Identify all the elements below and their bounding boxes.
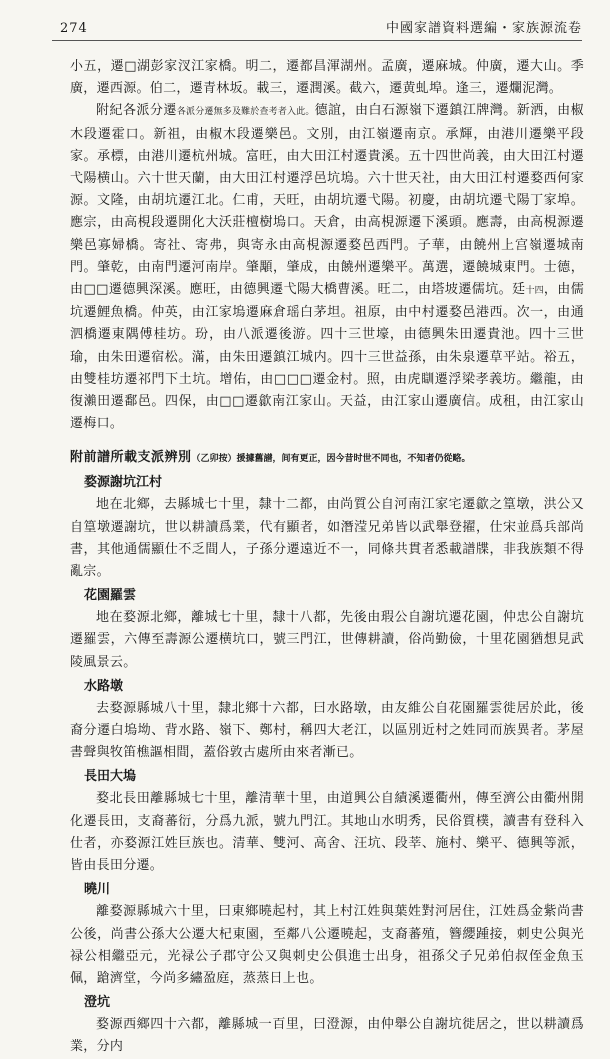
entry-2 xyxy=(70,585,584,674)
branch-list-text-continued: ，由儒坑遷鯉魚橋。仲英，由江家塢遷麻倉瑶白茅坦。祖原，由中村遷婺邑港西。次一，由通泗橋遷東隅傅桂坊。玢，由八派遷後游。四十三世壕，由德興朱田遷貴池。四十三世瑜，由朱田遷宿松。滿，由朱田遷鎮江城内。四十三世益孫，由朱泉遷草平站。裕五，由雙桂坊遷祁門下土坑。增佑，由□□□遷金村。照，由虎瞓遷浮梁孝義坊。繼龍，由復瀨田遷鄱邑。四保，由□□遷歙南江家山。天益，由江家山遷廣信。成租，由江家山遷梅口。 xyxy=(70,282,584,432)
entry-6 xyxy=(70,992,584,1058)
entry-name: 澄坑 xyxy=(84,995,111,1011)
branch-list-lead-note: 各派分遷無多及難於查考者入此。 xyxy=(176,107,315,118)
section-heading xyxy=(70,447,584,470)
branch-list-lead: 附紀各派分遷 xyxy=(96,103,177,119)
entry-text: 婺源西鄉四十六都，離縣城一百里，曰澄源，由仲舉公自謝坑徙居之，世以耕讀爲業，分内 xyxy=(70,1017,584,1055)
page-body xyxy=(70,56,584,1059)
entry-4 xyxy=(70,766,584,877)
entry-text: 離婺源縣城六十里，曰東鄉曉起村，其上村江姓與葉姓對河居住，江姓爲金紫尚書公後，尚書公孫大公遷大杞東園，至鄰八公遷曉起，支裔蕃殖，簪纓踵接，刺史公與光禄公相繼亞元，光禄公子郡守公又與刺史公俱進士出身，祖孫父子兄弟伯叔侄金魚玉佩，蹌濟堂，今尚多繡盈庭，蒸蒸日上也。 xyxy=(70,904,584,986)
branch-list-inline-note: 十四 xyxy=(525,286,544,297)
section-gap xyxy=(70,435,584,447)
entry-text: 地在婺源北鄉，離城七十里，隸十八都，先後由瑕公自謝坑遷花園，仲忠公自謝坑遷羅雲，六傳至壽源公遷横坑口，號三門江，世傳耕讀，俗尚勤儉，十里花園猶想見武陵風景云。 xyxy=(70,610,584,670)
entry-text: 地在北鄉，去縣城七十里，隸十二都，由尚質公自河南江家宅遷歙之篁墩，洪公又自篁墩遷謝坑，世以耕讀爲業，代有顯者，如潛滢兄弟皆以武舉登擢，仕宋並爲兵部尚書，其他通儒顯仕不乏間人，子孫分遷遠近不一，同條共貫者悉載譜牒，非我族類不得亂宗。 xyxy=(70,497,584,580)
entry-name: 婺源謝坑江村 xyxy=(84,475,163,491)
entry-5 xyxy=(70,879,584,990)
section-note: （乙卯按）援據舊譜，间有更正，因今昔时世不同也，不知者仍從略。 xyxy=(191,454,471,465)
entry-name: 長田大塢 xyxy=(84,769,137,785)
entry-name: 花園羅雲 xyxy=(84,588,137,604)
page-header xyxy=(52,18,582,41)
entry-text: 婺北長田離縣城七十里，離清華十里，由道興公自績溪遷衢州，傳至濟公由衢州開化遷長田，支裔蕃衍，分爲九派，號九門江。其地山水明秀，民俗質樸，讀書有登科入仕者，亦婺源江姓巨族也。清華、雙河、高舍、汪坑、段莘、施村、樂平、德興等派，皆由長田分遷。 xyxy=(70,791,584,874)
entry-name: 水路墩 xyxy=(84,678,124,694)
book-title: 中國家譜資料選編・家族源流卷 xyxy=(385,21,582,36)
branch-list-text: 德誼，由白石源嶺下遷鎮江牌灣。新洒，由椒木段遷霍口。新祖，由椒木段遷樂邑。文別，由江嶺遷南京。承輝，由港川遷樂平段家。承標，由港川遷杭州城。富旺，由大田江村遷貴溪。五十四世尚義，由大田江村遷弋陽横山。六十世天蘭，由大田江村遷浮邑坑塢。六十世天社，由大田江村遷婺西何家源。文隆，由胡坑遷江北。仁甫，天旺，由胡坑遷弋陽。初慶，由胡坑遷弋陽丁家埠。應宗，由高梘段遷開化大沃莊檀樹塢口。天倉，由高梘源遷下溪頭。應壽，由高梘源遷樂邑寡婦橋。寄社、寄弗，與寄永由高梘源遷婺邑西門。子華，由饒州上宫嶺遷城南門。肇乾，由南門遷河南岸。肇顒，肇成，由饒州遷樂平。萬選，遷饒城東門。士德，由□□遷德興深溪。應旺，由德興遷弋陽大橋曹溪。旺二，由塔坡遷儒坑。廷 xyxy=(70,103,584,298)
continuation-paragraph: 小五，遷□湖彭家汊江家橋。明二，遷都昌渾湖州。孟廣，遷麻城。仲廣，遷大山。季廣，遷西源。伯二，遷青林坂。載三，遷潤溪。截六，遷黄虬埠。逢三，遷爛泥灣。 xyxy=(70,59,584,97)
section-title: 附前譜所載支派辨別 xyxy=(70,450,192,466)
entry-3 xyxy=(70,676,584,765)
page-number: 274 xyxy=(60,21,88,36)
entry-1 xyxy=(70,472,584,583)
entry-name: 曉川 xyxy=(84,882,111,898)
entry-text: 去婺源縣城八十里，隸北鄉十六都，曰水路墩，由友維公自花園羅雲徙居於此，後裔分遷白塢坳、背水路、嶺下、鄭村，稱四大老江，以區別近村之姓同而族異者。茅屋書聲與牧笛樵謳相間，蓋俗敦古處所由來者漸已。 xyxy=(70,700,584,761)
branch-list-paragraph xyxy=(70,100,584,435)
